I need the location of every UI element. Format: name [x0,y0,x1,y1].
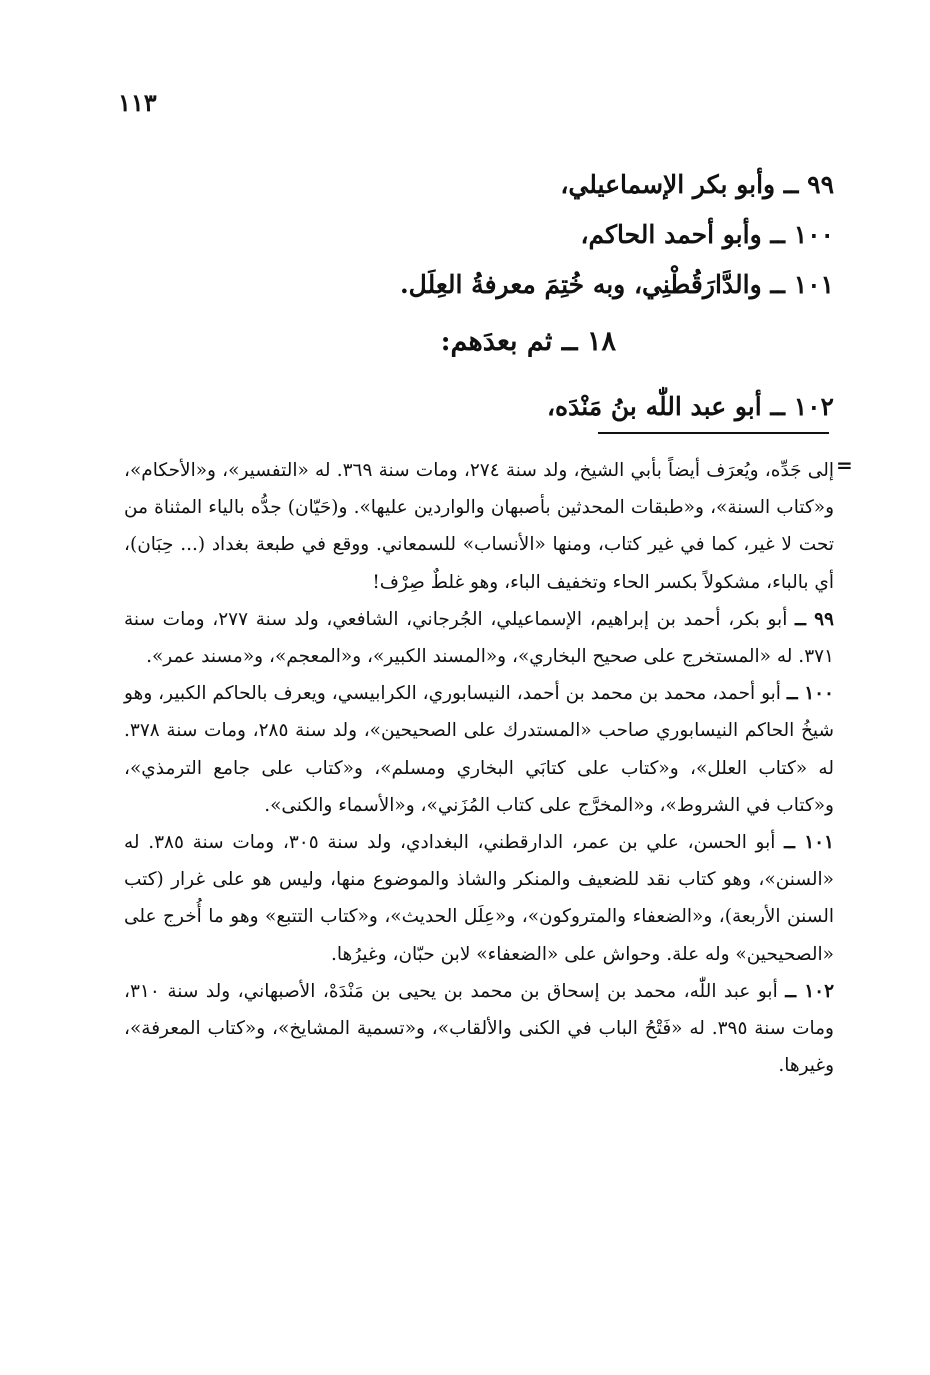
main-entry-102: ١٠٢ ــ أبو عبد اللّٰه بنُ مَنْدَه، [546,392,834,421]
footnote-99 [124,601,834,675]
footnote-number: ١٠١ ــ [784,832,834,854]
main-entry-99: ٩٩ ــ وأبو بكر الإسماعيلي، [560,170,834,199]
main-entry-101: ١٠١ ــ والدَّارَقُطْنِي، وبه خُتِمَ معرفةُ العِلَل. [399,270,834,299]
footnote-text: أبو أحمد، محمد بن محمد بن أحمد، النيسابوري، الكرابيسي، ويعرف بالحاكم الكبير، وهو شيخُ الحاكم النيسابوري صاحب «المستدرك على الصحيحين»، ولد سنة ٢٨٥، ومات سنة ٣٧٨. له «كتاب العلل»، و«كتاب على كتابَي البخاري ومسلم»، و«كتاب على جامع الترمذي»، و«كتاب في الشروط»، و«المخرَّج على كتاب المُزَني»، و«الأسماء والكنى». [124,683,834,816]
footnote-101 [124,824,834,973]
footnote-text: أبو بكر، أحمد بن إبراهيم، الإسماعيلي، الجُرجاني، الشافعي، ولد سنة ٢٧٧، ومات سنة ٣٧١. له «المستخرج على صحيح البخاري»، و«المسند الكبير»، و«المعجم»، و«مسند عمر». [124,608,834,668]
footnote-text: أبو عبد اللّٰه، محمد بن إسحاق بن محمد بن يحيى بن مَنْدَهْ، الأصبهاني، ولد سنة ٣١٠، ومات سنة ٣٩٥. له «فَتْحُ الباب في الكنى والألقاب»، و«تسمية المشايخ»، و«كتاب المعرفة»، وغيرها. [124,980,834,1077]
footnote-continuation-text: إلى جَدِّه، ويُعرَف أيضاً بأبي الشيخ، ولد سنة ٢٧٤، ومات سنة ٣٦٩. له «التفسير»، و«الأحكام»، و«كتاب السنة»، و«طبقات المحدثين بأصبهان والواردين عليها». و(حَيّان) جدُّه بالياء المثناة من تحت لا غير، كما في غير كتاب، ومنها «الأنساب» للسمعاني. ووقع في طبعة بغداد (... حِبَان)، أي بالباء، مشكولاً بكسر الحاء وتخفيف الباء، وهو غلطٌ صِرْف! [124,460,834,593]
main-entry-100: ١٠٠ ــ وأبو أحمد الحاكم، [580,220,834,249]
footnote-text: أبو الحسن، علي بن عمر، الدارقطني، البغدادي، ولد سنة ٣٠٥، ومات سنة ٣٨٥. له «السنن»، وهو كتاب نقد للضعيف والمنكر والشاذ والموضوع منها، وليس هو على غرار (كتب السنن الأربعة)، و«الضعفاء والمتروكون»، و«عِلَل الحديث»، و«كتاب التتبع» وهو ما أُخرج على «الصحيحين» وله علة. وحواش على «الضعفاء» لابن حبّان، وغيرُها. [124,832,834,965]
footnote-continuation [124,452,834,601]
footnotes-block [124,452,834,1084]
footnote-102 [124,973,834,1085]
footnote-number: ١٠٢ ــ [785,980,835,1002]
footnote-100 [124,675,834,824]
main-text-list [114,160,834,432]
footnote-number: ١٠٠ ــ [786,683,834,705]
footnote-continuation-mark: = [836,453,853,477]
footnote-number: ٩٩ ــ [795,608,834,630]
section-heading: ١٨ ــ ثم بعدَهم: [440,326,616,357]
page-number: ١١٣ [118,88,157,117]
footnote-separator-rule [598,432,829,434]
